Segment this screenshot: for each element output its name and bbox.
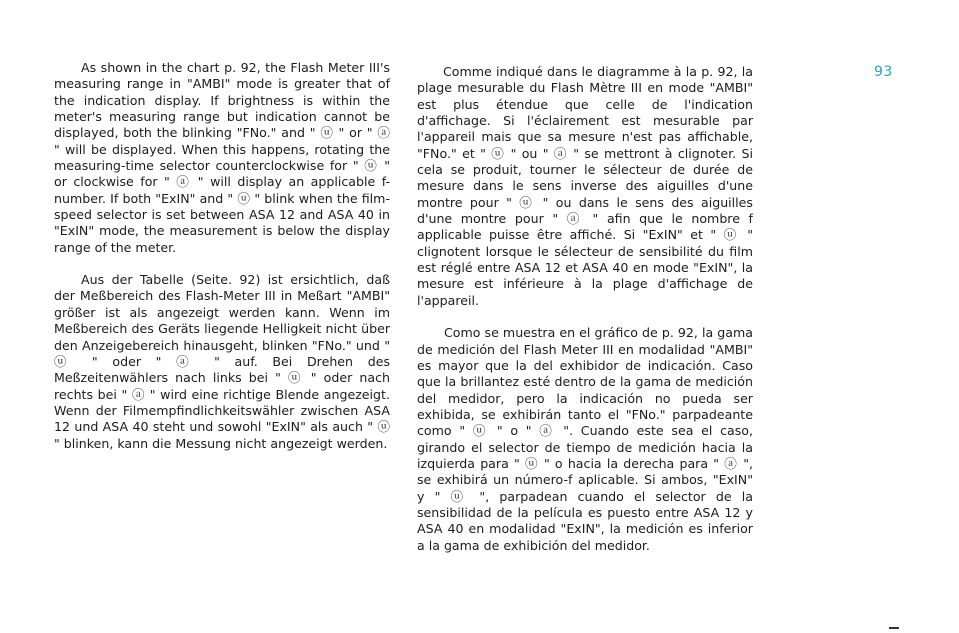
english-paragraph: As shown in the chart p. 92, the Flash Meter III's measuring range in "AMBI" mode is greater that of the indication display. If brightness is within the meter's measuring range but indication cannot be displayed, both the blinking "FNo." and " ⓤ " or " ⓐ " will be displayed. When this happens, rotating the measuring-time selector counterclockwise for " ⓤ " or clockwise for " ⓐ " will display an applicable f-number. If both "ExIN" and " ⓤ " blink when the film-speed selector is set between ASA 12 and ASA 40 in "ExIN" mode, the measurement is below the display range of the meter. — [54, 60, 390, 255]
right-column — [417, 64, 753, 570]
left-column — [54, 60, 390, 468]
spanish-paragraph: Como se muestra en el gráfico de p. 92, la gama de medición del Flash Meter III en modalidad "AMBI" es mayor que la del exhibidor de indicación. Caso que la brillantez esté dentro de la gama de medición del medidor, pero la indicación no pueda ser exhibida, se exhibirán tanto el "FNo." parpadeante como " ⓤ " o " ⓐ ". Cuando este sea el caso, girando el selector de tiempo de medición hacia la izquierda para " ⓤ " o hacia la derecha para " ⓐ ", se exhibirá un número-f aplicable. Si ambos, "ExIN" y " ⓤ ", parpadean cuando el selector de la sensibilidad de la película es puesto entre ASA 12 y ASA 40 en modalidad "ExIN", la medición es inferior a la gama de exhibición del medidor. — [417, 325, 753, 553]
german-paragraph: Aus der Tabelle (Seite. 92) ist ersichtlich, daß der Meßbereich des Flash-Meter III in Meßart "AMBI" größer ist als angezeigt werden kann. Wenn im Meßbereich des Geräts liegende Helligkeit nicht über den Anzeigebereich hinausgeht, blinken "FNo." und " ⓤ " oder " ⓐ " auf. Bei Drehen des Meßzeitenwählers nach links bei " ⓤ " oder nach rechts bei " ⓐ " wird eine richtige Blende angezeigt. Wenn der Filmempfindlichkeitswähler zwischen ASA 12 und ASA 40 steht und sowohl "ExIN" als auch " ⓤ " blinken, kann die Messung nicht angezeigt werden. — [54, 272, 390, 451]
french-paragraph: Comme indiqué dans le diagramme à la p. 92, la plage mesurable du Flash Mètre III en mode "AMBI" est plus étendue que celle de l'indication d'affichage. Si l'éclairement est mesurable par l'appareil mais que sa mesure n'est pas affichable, "FNo." et " ⓤ " ou " ⓐ " se mettront à clignoter. Si cela se produit, tourner le sélecteur de durée de mesure dans le sens inverse des aiguilles d'une montre pour " ⓤ " ou dans le sens des aiguilles d'une montre pour " ⓐ " afin que le nombre f applicable puisse être affiché. Si "ExIN" et " ⓤ " clignotent lorsque le sélecteur de sensibilité du film est réglé entre ASA 12 et ASA 40 en mode "ExIN", la mesure est inférieure à la plage d'affichage de l'appareil. — [417, 64, 753, 308]
page-edge-mark — [889, 627, 899, 629]
page-number: 93 — [874, 64, 893, 80]
